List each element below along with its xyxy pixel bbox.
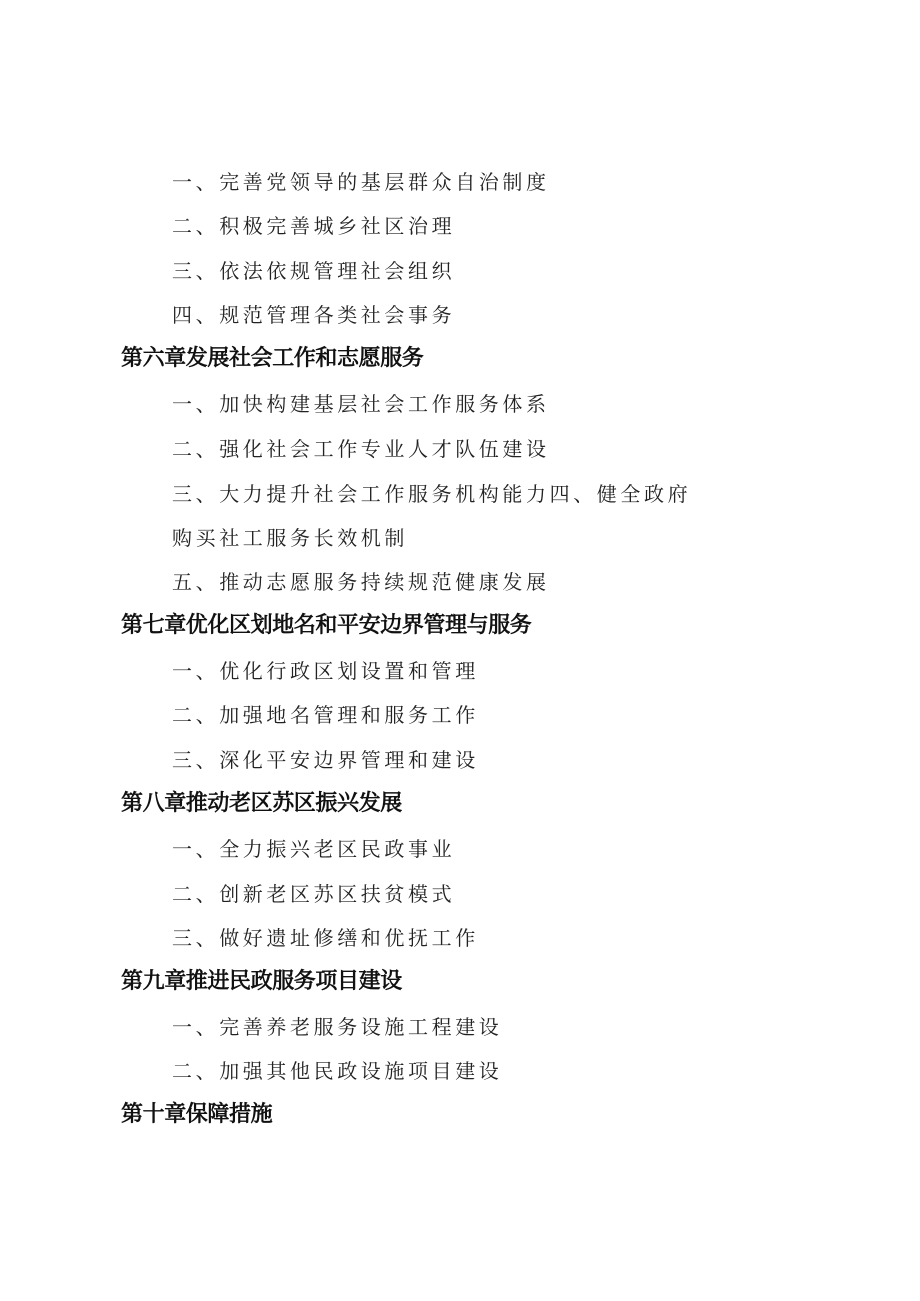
toc-item: 二、加强地名管理和服务工作 bbox=[172, 703, 479, 727]
toc-item: 一、全力振兴老区民政事业 bbox=[172, 837, 456, 861]
toc-item: 五、推动志愿服务持续规范健康发展 bbox=[172, 570, 550, 594]
toc-item: 一、优化行政区划设置和管理 bbox=[172, 659, 479, 683]
toc-item: 一、完善党领导的基层群众自治制度 bbox=[172, 170, 550, 194]
toc-item: 三、依法依规管理社会组织 bbox=[172, 259, 456, 283]
toc-item: 二、积极完善城乡社区治理 bbox=[172, 214, 456, 238]
chapter-heading: 第十章保障措施 bbox=[121, 1102, 273, 1127]
toc-item: 二、强化社会工作专业人才队伍建设 bbox=[172, 437, 550, 461]
toc-item: 三、做好遗址修缮和优抚工作 bbox=[172, 926, 479, 950]
toc-item: 三、大力提升社会工作服务机构能力四、健全政府 bbox=[172, 482, 692, 506]
toc-item: 一、加快构建基层社会工作服务体系 bbox=[172, 392, 550, 416]
toc-item: 四、规范管理各类社会事务 bbox=[172, 303, 456, 327]
toc-item: 三、深化平安边界管理和建设 bbox=[172, 748, 479, 772]
chapter-heading: 第八章推动老区苏区振兴发展 bbox=[121, 791, 402, 816]
toc-item: 一、完善养老服务设施工程建设 bbox=[172, 1015, 503, 1039]
toc-item-continuation: 购买社工服务长效机制 bbox=[172, 526, 408, 550]
chapter-heading: 第九章推进民政服务项目建设 bbox=[121, 969, 402, 994]
toc-item: 二、创新老区苏区扶贫模式 bbox=[172, 882, 456, 906]
chapter-heading: 第六章发展社会工作和志愿服务 bbox=[121, 346, 424, 371]
toc-item: 二、加强其他民政设施项目建设 bbox=[172, 1059, 503, 1083]
chapter-heading: 第七章优化区划地名和平安边界管理与服务 bbox=[121, 613, 532, 638]
